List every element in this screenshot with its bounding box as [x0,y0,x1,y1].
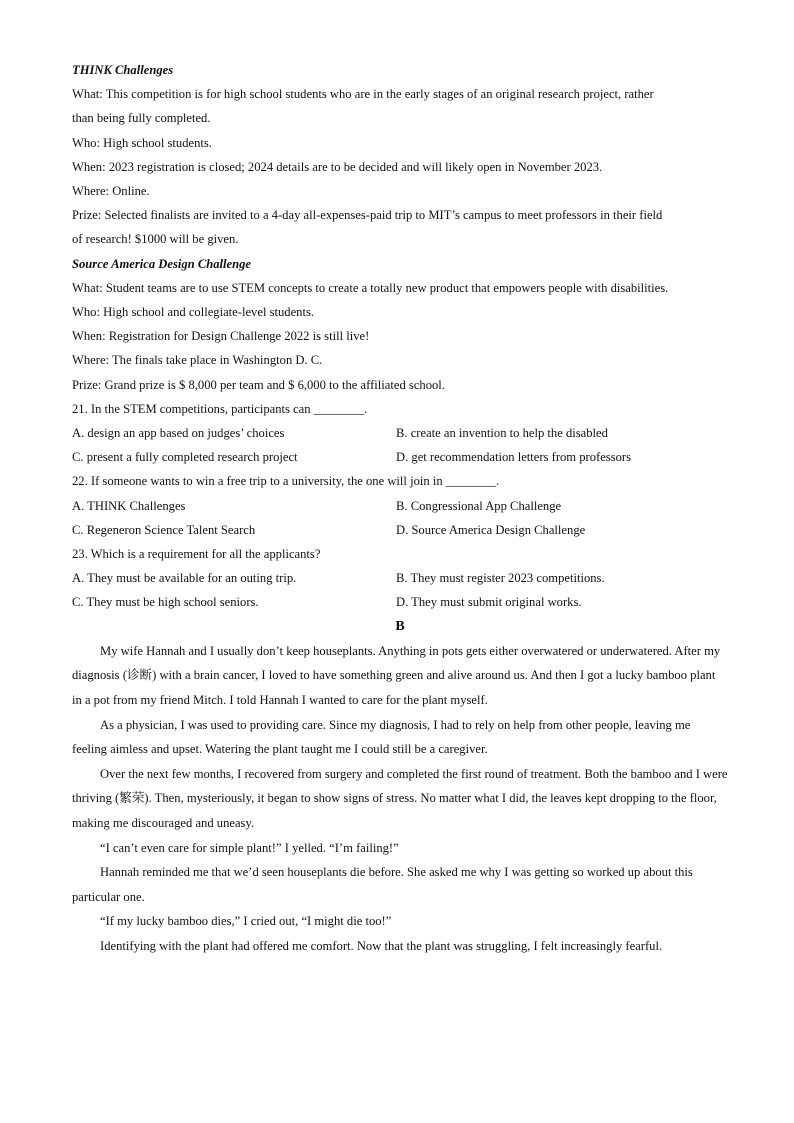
question-21-option-a: A. design an app based on judges’ choices [72,426,285,441]
question-21-options-row-2 [72,445,728,469]
source-when: When: Registration for Design Challenge 2022 is still live! [72,329,370,344]
question-23-option-c: C. They must be high school seniors. [72,595,259,610]
section-b-label: B [395,618,405,634]
question-22-stem: 22. If someone wants to win a free trip to a university, the one will join in ________. [72,474,500,489]
story-paragraph: Identifying with the plant had offered me comfort. Now that the plant was struggling, I felt increasingly fearful. [100,939,663,953]
question-21-stem: 21. In the STEM competitions, participants can ________. [72,401,368,416]
source-heading: Source America Design Challenge [72,256,251,271]
think-prize-line-2: of research! $1000 will be given. [72,232,239,247]
story-paragraph: As a physician, I was used to providing care. Since my diagnosis, I had to rely on help from other people, leaving me feeling aimless and upset. Watering the plant taught me I could still be a caregiver. [72,717,691,757]
question-21-option-d: D. get recommendation letters from professors [396,450,632,465]
question-22-option-a: A. THINK Challenges [72,498,186,513]
story-paragraph: Hannah reminded me that we’d seen houseplants die before. She asked me why I was getting so worked up about this particular one. [72,865,693,904]
think-what-line-2: than being fully completed. [72,111,211,126]
question-23-option-a: A. They must be available for an outing trip. [72,571,297,586]
question-23-options-row-1 [72,566,728,590]
source-where: Where: The finals take place in Washington D. C. [72,353,323,368]
question-22-option-c: C. Regeneron Science Talent Search [72,522,256,537]
question-23-options-row-2 [72,590,728,614]
question-22-option-d: D. Source America Design Challenge [396,522,586,537]
story-paragraph: “I can’t even care for simple plant!” I yelled. “I’m failing!” [100,840,399,855]
question-23-option-d: D. They must submit original works. [396,595,582,610]
source-prize: Prize: Grand prize is $ 8,000 per team and $ 6,000 to the affiliated school. [72,377,445,392]
question-21-options-row-1 [72,421,728,445]
think-prize-line-1: Prize: Selected finalists are invited to a 4-day all-expenses-paid trip to MIT’s campus to meet professors in their field [72,208,663,223]
think-heading: THINK Challenges [72,63,174,77]
think-when: When: 2023 registration is closed; 2024 details are to be decided and will likely open in November 2023. [72,159,603,174]
think-what-line-1: What: This competition is for high school students who are in the early stages of an original research project, rather [72,87,654,102]
story-paragraph: “If my lucky bamboo dies,” I cried out, “I might die too!” [100,914,392,929]
question-23-stem: 23. Which is a requirement for all the applicants? [72,547,321,562]
document-page [72,58,728,959]
think-where: Where: Online. [72,184,150,199]
question-21-option-c: C. present a fully completed research project [72,450,298,465]
question-22-options-row-2 [72,518,728,542]
think-who: Who: High school students. [72,135,212,150]
story-paragraph: My wife Hannah and I usually don’t keep houseplants. Anything in pots gets either overwatered or underwatered. After my diagnosis (诊断) with a brain cancer, I loved to have something green and alive around us. And then I got a lucky bamboo plant in a pot from my friend Mitch. I told Hannah I wanted to care for the plant myself. [72,643,721,708]
question-22-options-row-1 [72,494,728,518]
question-21-option-b: B. create an invention to help the disabled [396,426,608,441]
story-paragraph: Over the next few months, I recovered from surgery and completed the first round of treatment. Both the bamboo and I were thriving (繁荣). Then, mysteriously, it began to show signs of stress. No matter what I did, the leaves kept dropping to the floor, making me discouraged and uneasy. [72,766,728,831]
question-23-option-b: B. They must register 2023 competitions. [396,571,605,586]
question-22-option-b: B. Congressional App Challenge [396,498,562,513]
source-what: What: Student teams are to use STEM concepts to create a totally new product that empowers people with disabilities. [72,280,669,295]
source-who: Who: High school and collegiate-level students. [72,305,315,320]
